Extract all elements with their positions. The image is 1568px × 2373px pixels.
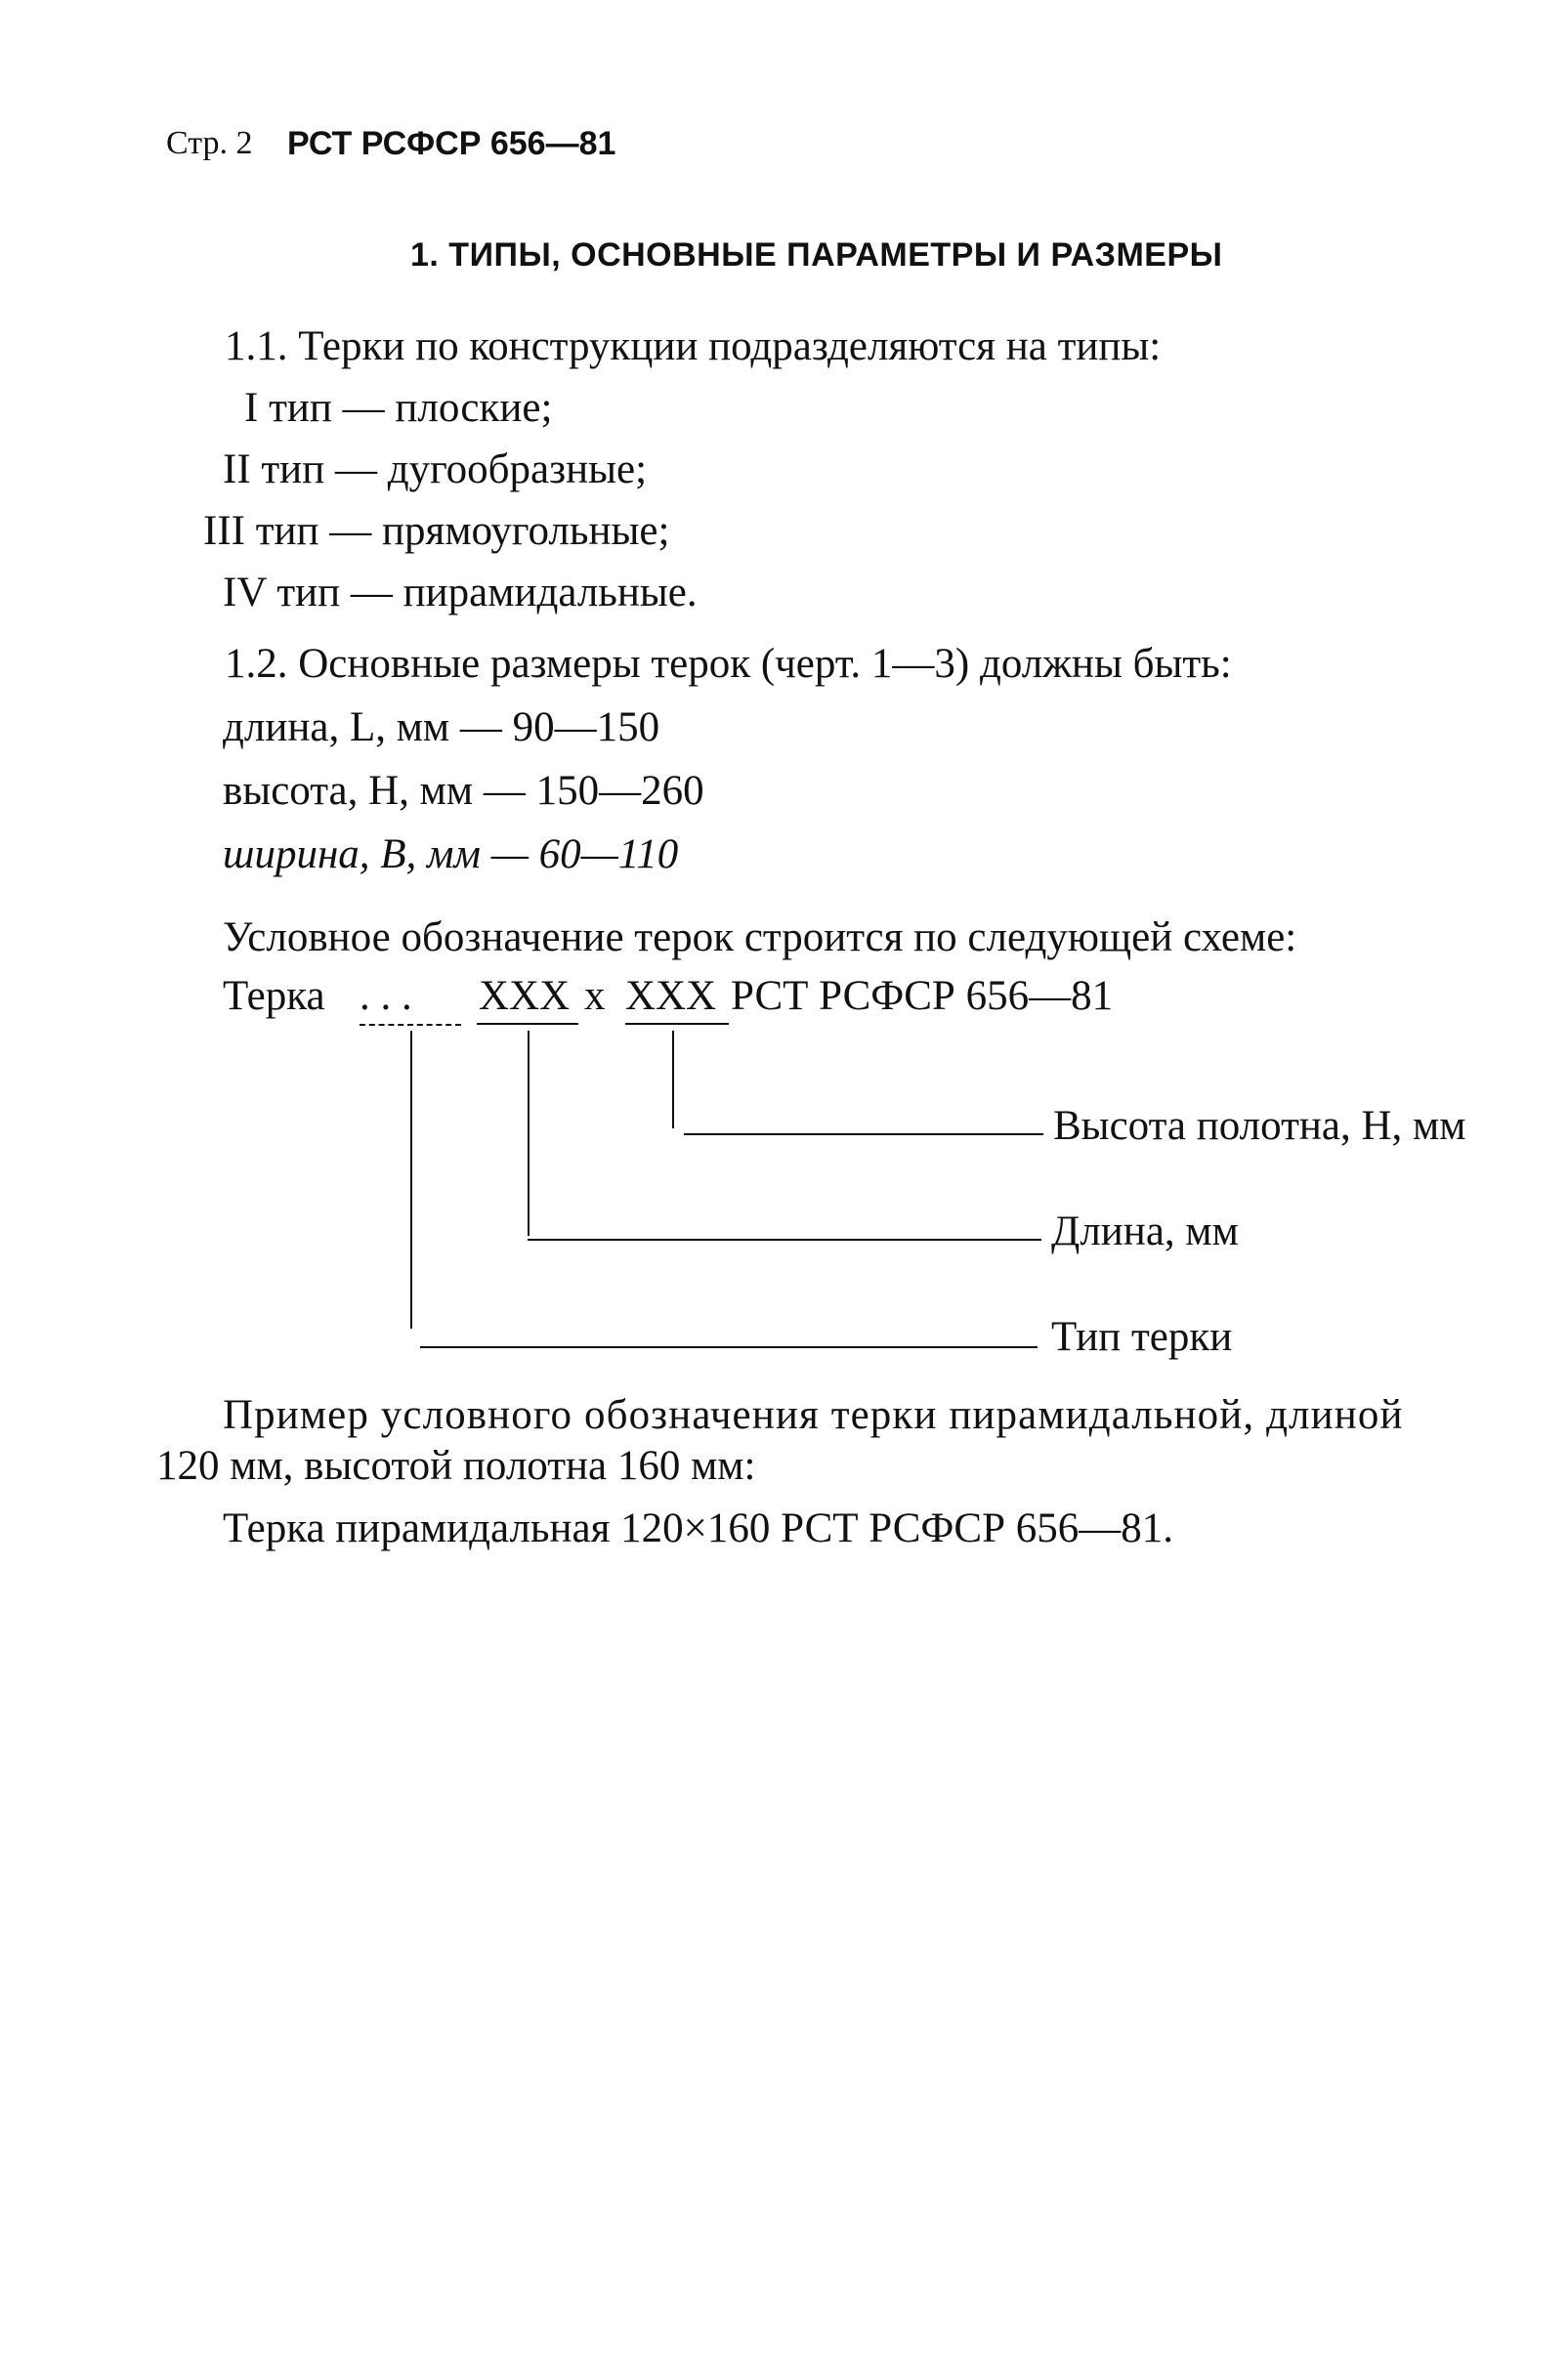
type-item: IV тип — пирамидальные. bbox=[223, 570, 698, 615]
clause-1-2-intro: 1.2. Основные размеры терок (черт. 1—3) должны быть: bbox=[225, 641, 1232, 687]
label-length: Длина, мм bbox=[1051, 1208, 1239, 1254]
dimension-height: высота, H, мм — 150—260 bbox=[223, 768, 704, 814]
clause-1-1-intro: 1.1. Терки по конструкции подразделяются на типы: bbox=[225, 323, 1162, 369]
length-leader-vertical bbox=[528, 1031, 530, 1236]
designation-word: Терка bbox=[223, 973, 325, 1019]
designation-dots: . . . bbox=[360, 973, 412, 1019]
designation-intro: Условное обозначение терок строится по следующей схеме: bbox=[223, 914, 1297, 960]
example-result: Терка пирамидальная 120×160 РСТ РСФСР 656—81. bbox=[223, 1505, 1173, 1551]
height-leader-vertical bbox=[672, 1031, 674, 1128]
height-underline bbox=[625, 1023, 729, 1025]
label-type: Тип терки bbox=[1051, 1314, 1233, 1360]
designation-standard: РСТ РСФСР 656—81 bbox=[731, 973, 1114, 1019]
designation-height-placeholder: XXX bbox=[625, 973, 717, 1019]
type-leader-vertical bbox=[410, 1031, 412, 1329]
dots-underline bbox=[360, 1024, 461, 1026]
example-line-2: 120 мм, высотой полотна 160 мм: bbox=[156, 1443, 756, 1489]
length-leader-horizontal bbox=[528, 1239, 1041, 1241]
page-number: Стр. 2 bbox=[166, 125, 253, 161]
designation-separator: x bbox=[584, 973, 606, 1019]
type-item: II тип — дугообразные; bbox=[223, 446, 648, 492]
type-item: I тип — плоские; bbox=[244, 385, 553, 431]
designation-length-placeholder: XXX bbox=[479, 973, 571, 1019]
standard-code: РСТ РСФСР 656—81 bbox=[287, 125, 616, 162]
label-height: Высота полотна, H, мм bbox=[1053, 1103, 1466, 1149]
height-leader-horizontal bbox=[684, 1133, 1043, 1135]
dimension-length: длина, L, мм — 90—150 bbox=[223, 704, 660, 750]
dimension-width: ширина, B, мм — 60—110 bbox=[223, 831, 679, 877]
type-leader-horizontal bbox=[420, 1346, 1038, 1348]
type-item: III тип — прямоугольные; bbox=[203, 508, 670, 554]
length-underline bbox=[477, 1023, 578, 1025]
section-title: 1. ТИПЫ, ОСНОВНЫЕ ПАРАМЕТРЫ И РАЗМЕРЫ bbox=[410, 236, 1223, 274]
example-line-1: Пример условного обозначения терки пирамидальной, длиной bbox=[223, 1392, 1404, 1438]
